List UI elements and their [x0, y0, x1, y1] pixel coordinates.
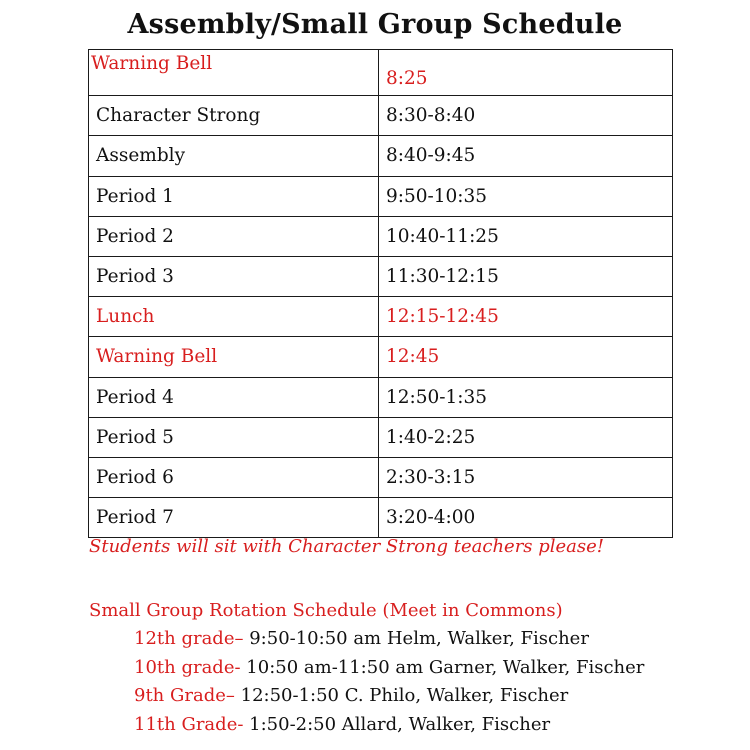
grade-label: 9th Grade–: [134, 685, 235, 706]
period-time: 11:30-12:15: [378, 256, 672, 296]
period-name: Assembly: [89, 136, 379, 176]
rotation-details: 10:50 am-11:50 am Garner, Walker, Fischer: [240, 656, 645, 678]
table-row: [89, 417, 673, 457]
period-name: Period 6: [89, 457, 379, 497]
rotation-list: [134, 628, 644, 742]
period-time: 2:30-3:15: [378, 457, 672, 497]
rotation-details: 1:50-2:50 Allard, Walker, Fischer: [243, 713, 551, 735]
period-time: 12:15-12:45: [378, 297, 672, 337]
period-name: Warning Bell: [89, 337, 379, 377]
table-row: [89, 337, 673, 377]
period-time: 10:40-11:25: [378, 216, 672, 256]
period-time: 1:40-2:25: [378, 417, 672, 457]
page-title: Assembly/Small Group Schedule: [127, 9, 623, 40]
list-item: [134, 657, 644, 686]
grade-label: 10th grade-: [134, 656, 241, 678]
period-name: Character Strong: [89, 96, 379, 136]
period-name: Period 1: [89, 176, 379, 216]
table-row: [89, 216, 673, 256]
period-name: Period 5: [89, 417, 379, 457]
period-name: Period 7: [89, 498, 379, 538]
period-name: Lunch: [89, 297, 379, 337]
list-item: [134, 628, 644, 657]
period-time: 8:30-8:40: [378, 96, 672, 136]
table-row: [89, 377, 673, 417]
table-row: [89, 297, 673, 337]
table-row: [89, 176, 673, 216]
period-name: Period 3: [89, 256, 379, 296]
table-row: [89, 136, 673, 176]
table-row: [89, 50, 673, 96]
period-name: Period 2: [89, 216, 379, 256]
list-item: [134, 714, 644, 743]
table-row: [89, 256, 673, 296]
period-time: 12:45: [378, 337, 672, 377]
period-name: Period 4: [89, 377, 379, 417]
period-time: 8:40-9:45: [378, 136, 672, 176]
rotation-details: 9:50-10:50 am Helm, Walker, Fischer: [243, 628, 589, 649]
rotation-details: 12:50-1:50 C. Philo, Walker, Fischer: [234, 685, 569, 706]
table-row: [89, 96, 673, 136]
schedule-table: [88, 49, 673, 538]
grade-label: 12th grade–: [134, 628, 244, 649]
list-item: [134, 685, 644, 714]
period-time: 3:20-4:00: [378, 498, 672, 538]
table-row: [89, 498, 673, 538]
rotation-title: Small Group Rotation Schedule (Meet in Commons): [89, 600, 563, 621]
period-time: 9:50-10:35: [378, 176, 672, 216]
period-name: Warning Bell: [89, 50, 379, 96]
table-row: [89, 457, 673, 497]
seating-note: Students will sit with Character Strong teachers please!: [89, 536, 605, 557]
grade-label: 11th Grade-: [134, 713, 244, 735]
period-time: 12:50-1:35: [378, 377, 672, 417]
period-time: 8:25: [378, 50, 672, 96]
